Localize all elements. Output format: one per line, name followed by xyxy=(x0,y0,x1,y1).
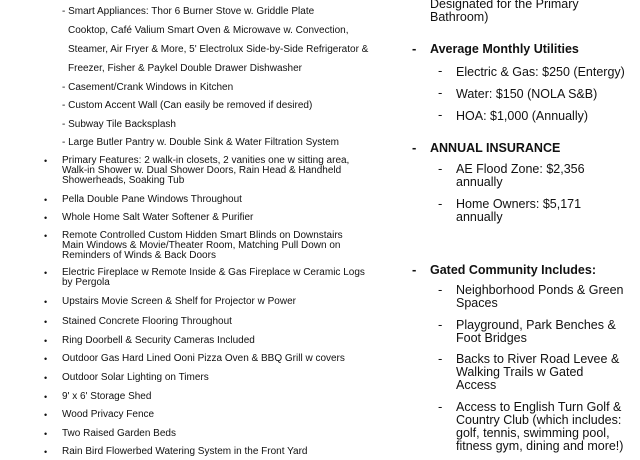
list-item: Whole Home Salt Water Softener & Purifier xyxy=(62,212,254,223)
bullet-icon: • xyxy=(44,317,48,327)
bullet-icon: • xyxy=(44,195,48,205)
list-item: Water: $150 (NOLA S&B) xyxy=(456,87,598,101)
list-item: annually xyxy=(456,210,503,224)
list-item: Primary Features: 2 walk-in closets, 2 vanities one w sitting area, xyxy=(62,155,350,166)
list-item: Walk-in Shower w. Dual Shower Doors, Rain Head & Handheld xyxy=(62,165,342,176)
dash-icon: - xyxy=(438,351,443,366)
section-heading: Gated Community Includes: xyxy=(430,263,596,277)
list-item: Ring Doorbell & Security Cameras Included xyxy=(62,335,255,346)
kitchen-line: Cooktop, Café Valium Smart Oven & Microwave w. Convection, xyxy=(68,25,349,36)
kitchen-line: - Smart Appliances: Thor 6 Burner Stove w. Griddle Plate xyxy=(62,6,315,17)
bullet-icon: • xyxy=(44,392,48,402)
kitchen-line: - Custom Accent Wall (Can easily be removed if desired) xyxy=(62,100,313,111)
list-item: Upstairs Movie Screen & Shelf for Projector w Power xyxy=(62,296,296,307)
bullet-icon: • xyxy=(44,373,48,383)
dash-icon: - xyxy=(438,107,443,122)
list-item: golf, tennis, swimming pool, xyxy=(456,426,610,440)
dash-icon: - xyxy=(412,262,417,277)
list-item: Outdoor Gas Hard Lined Ooni Pizza Oven & BBQ Grill w covers xyxy=(62,353,345,364)
list-item: Electric & Gas: $250 (Entergy) xyxy=(456,65,625,79)
continued-text: Bathroom) xyxy=(430,10,489,24)
dash-icon: - xyxy=(412,41,417,56)
list-item: Main Windows & Movie/Theater Room, Matching Pull Down on xyxy=(62,240,341,251)
bullet-icon: • xyxy=(44,429,48,439)
continued-text: Designated for the Primary xyxy=(430,0,579,11)
list-item: Wood Privacy Fence xyxy=(62,409,155,420)
kitchen-line: Freezer, Fisher & Paykel Double Drawer Dishwasher xyxy=(68,63,302,74)
bullet-icon: • xyxy=(44,447,48,457)
list-item: Country Club (which includes: xyxy=(456,413,622,427)
dash-icon: - xyxy=(438,317,443,332)
dash-icon: - xyxy=(438,282,443,297)
list-item: 9' x 6' Storage Shed xyxy=(62,391,152,402)
list-item: AE Flood Zone: $2,356 xyxy=(456,162,585,176)
dash-icon: - xyxy=(438,85,443,100)
list-item: by Pergola xyxy=(62,277,110,288)
dash-icon: - xyxy=(438,399,443,414)
dash-icon: - xyxy=(438,161,443,176)
list-item: Foot Bridges xyxy=(456,331,527,345)
bullet-icon: • xyxy=(44,156,48,166)
list-item: Outdoor Solar Lighting on Timers xyxy=(62,372,209,383)
list-item: Home Owners: $5,171 xyxy=(456,197,582,211)
dash-icon: - xyxy=(438,196,443,211)
list-item: Backs to River Road Levee & xyxy=(456,352,620,366)
list-item: Walking Trails w Gated xyxy=(456,365,584,379)
list-item: Neighborhood Ponds & Green xyxy=(456,283,624,297)
bullet-icon: • xyxy=(44,268,48,278)
bullet-icon: • xyxy=(44,336,48,346)
list-item: Rain Bird Flowerbed Watering System in the Front Yard xyxy=(62,446,308,457)
kitchen-line: Steamer, Air Fryer & More, 5' Electrolux Side-by-Side Refrigerator & xyxy=(68,44,369,55)
kitchen-line: - Large Butler Pantry w. Double Sink & Water Filtration System xyxy=(62,137,339,148)
section-heading: Average Monthly Utilities xyxy=(430,42,579,56)
list-item: Pella Double Pane Windows Throughout xyxy=(62,194,242,205)
list-item: HOA: $1,000 (Annually) xyxy=(456,109,589,123)
list-item: Two Raised Garden Beds xyxy=(62,428,176,439)
list-item: Spaces xyxy=(456,296,498,310)
list-item: Remote Controlled Custom Hidden Smart Blinds on Downstairs xyxy=(62,230,343,241)
list-item: Showerheads, Soaking Tub xyxy=(62,175,185,186)
section-heading: ANNUAL INSURANCE xyxy=(430,141,561,155)
list-item: Stained Concrete Flooring Throughout xyxy=(62,316,232,327)
bullet-icon: • xyxy=(44,231,48,241)
dash-icon: - xyxy=(438,63,443,78)
list-item: Access to English Turn Golf & xyxy=(456,400,622,414)
list-item: Reminders of Winds & Back Doors xyxy=(62,250,216,261)
list-item: Access xyxy=(456,378,497,392)
bullet-icon: • xyxy=(44,354,48,364)
list-item: Electric Fireplace w Remote Inside & Gas Fireplace w Ceramic Logs xyxy=(62,267,365,278)
bullet-icon: • xyxy=(44,297,48,307)
list-item: fitness gym, dining and more!) xyxy=(456,439,624,453)
list-item: Playground, Park Benches & xyxy=(456,318,616,332)
kitchen-line: - Casement/Crank Windows in Kitchen xyxy=(62,82,234,93)
kitchen-line: - Subway Tile Backsplash xyxy=(62,119,176,130)
dash-icon: - xyxy=(412,140,417,155)
list-item: annually xyxy=(456,175,503,189)
bullet-icon: • xyxy=(44,410,48,420)
bullet-icon: • xyxy=(44,213,48,223)
